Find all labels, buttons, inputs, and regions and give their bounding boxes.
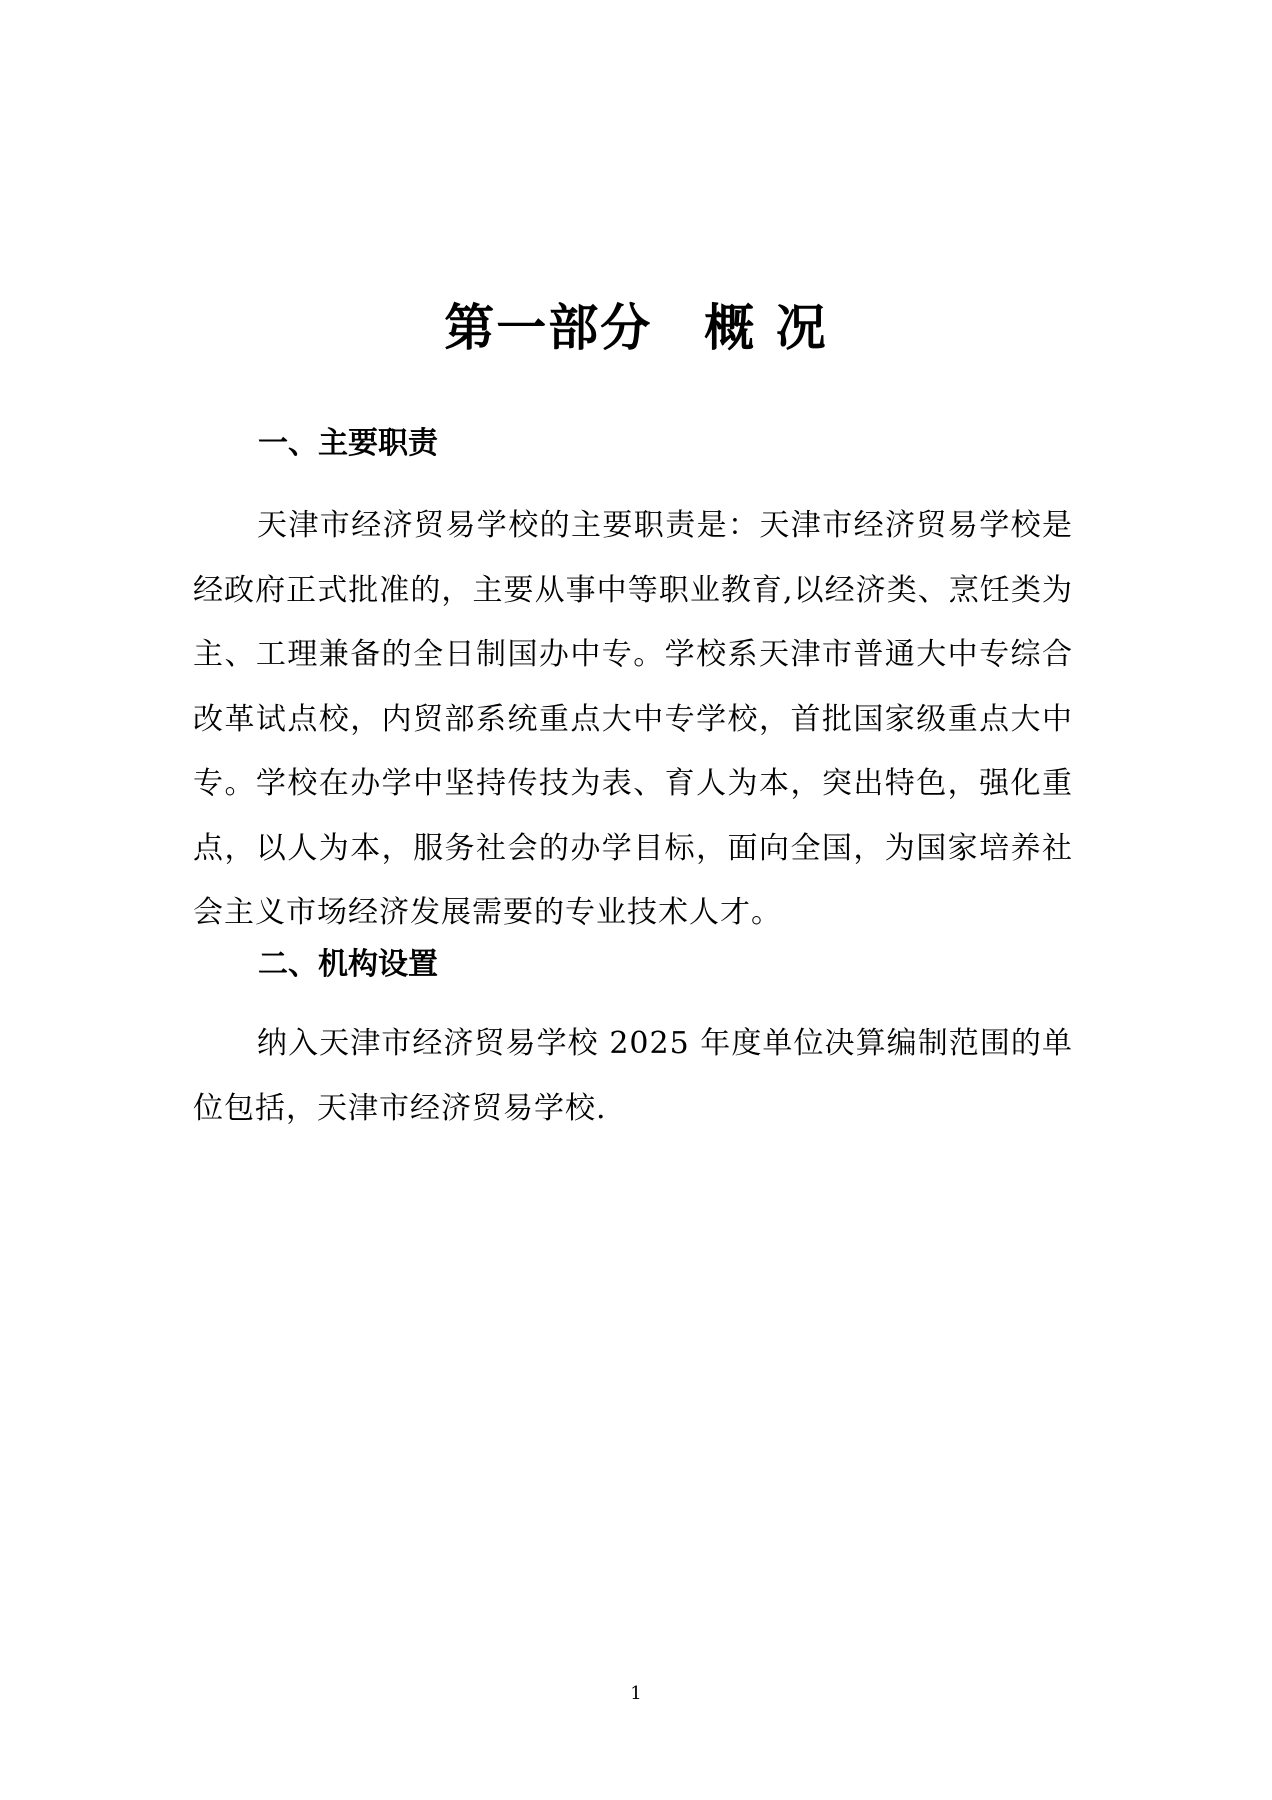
page-title: 第一部分 概 况 [444,297,828,357]
section-heading-organization: 二、机构设置 [258,947,438,982]
section-heading-main-duties: 一、主要职责 [258,426,438,461]
page-number: 1 [630,1683,642,1704]
section-paragraph-main-duties: 天津市经济贸易学校的主要职责是：天津市经济贸易学校是经政府正式批准的，主要从事中等职业教育,以经济类、烹饪类为主、工理兼备的全日制国办中专。学校系天津市普通大中专综合改革试点校，内贸部系统重点大中专学校，首批国家级重点大中专。学校在办学中坚持传技为表、育人为本，突出特色，强化重点，以人为本，服务社会的办学目标，面向全国，为国家培养社会主义市场经济发展需要的专业技术人才。 [193,508,1073,930]
section-paragraph-organization: 纳入天津市经济贸易学校 2025 年度单位决算编制范围的单位包括，天津市经济贸易学校. [193,1026,1073,1126]
